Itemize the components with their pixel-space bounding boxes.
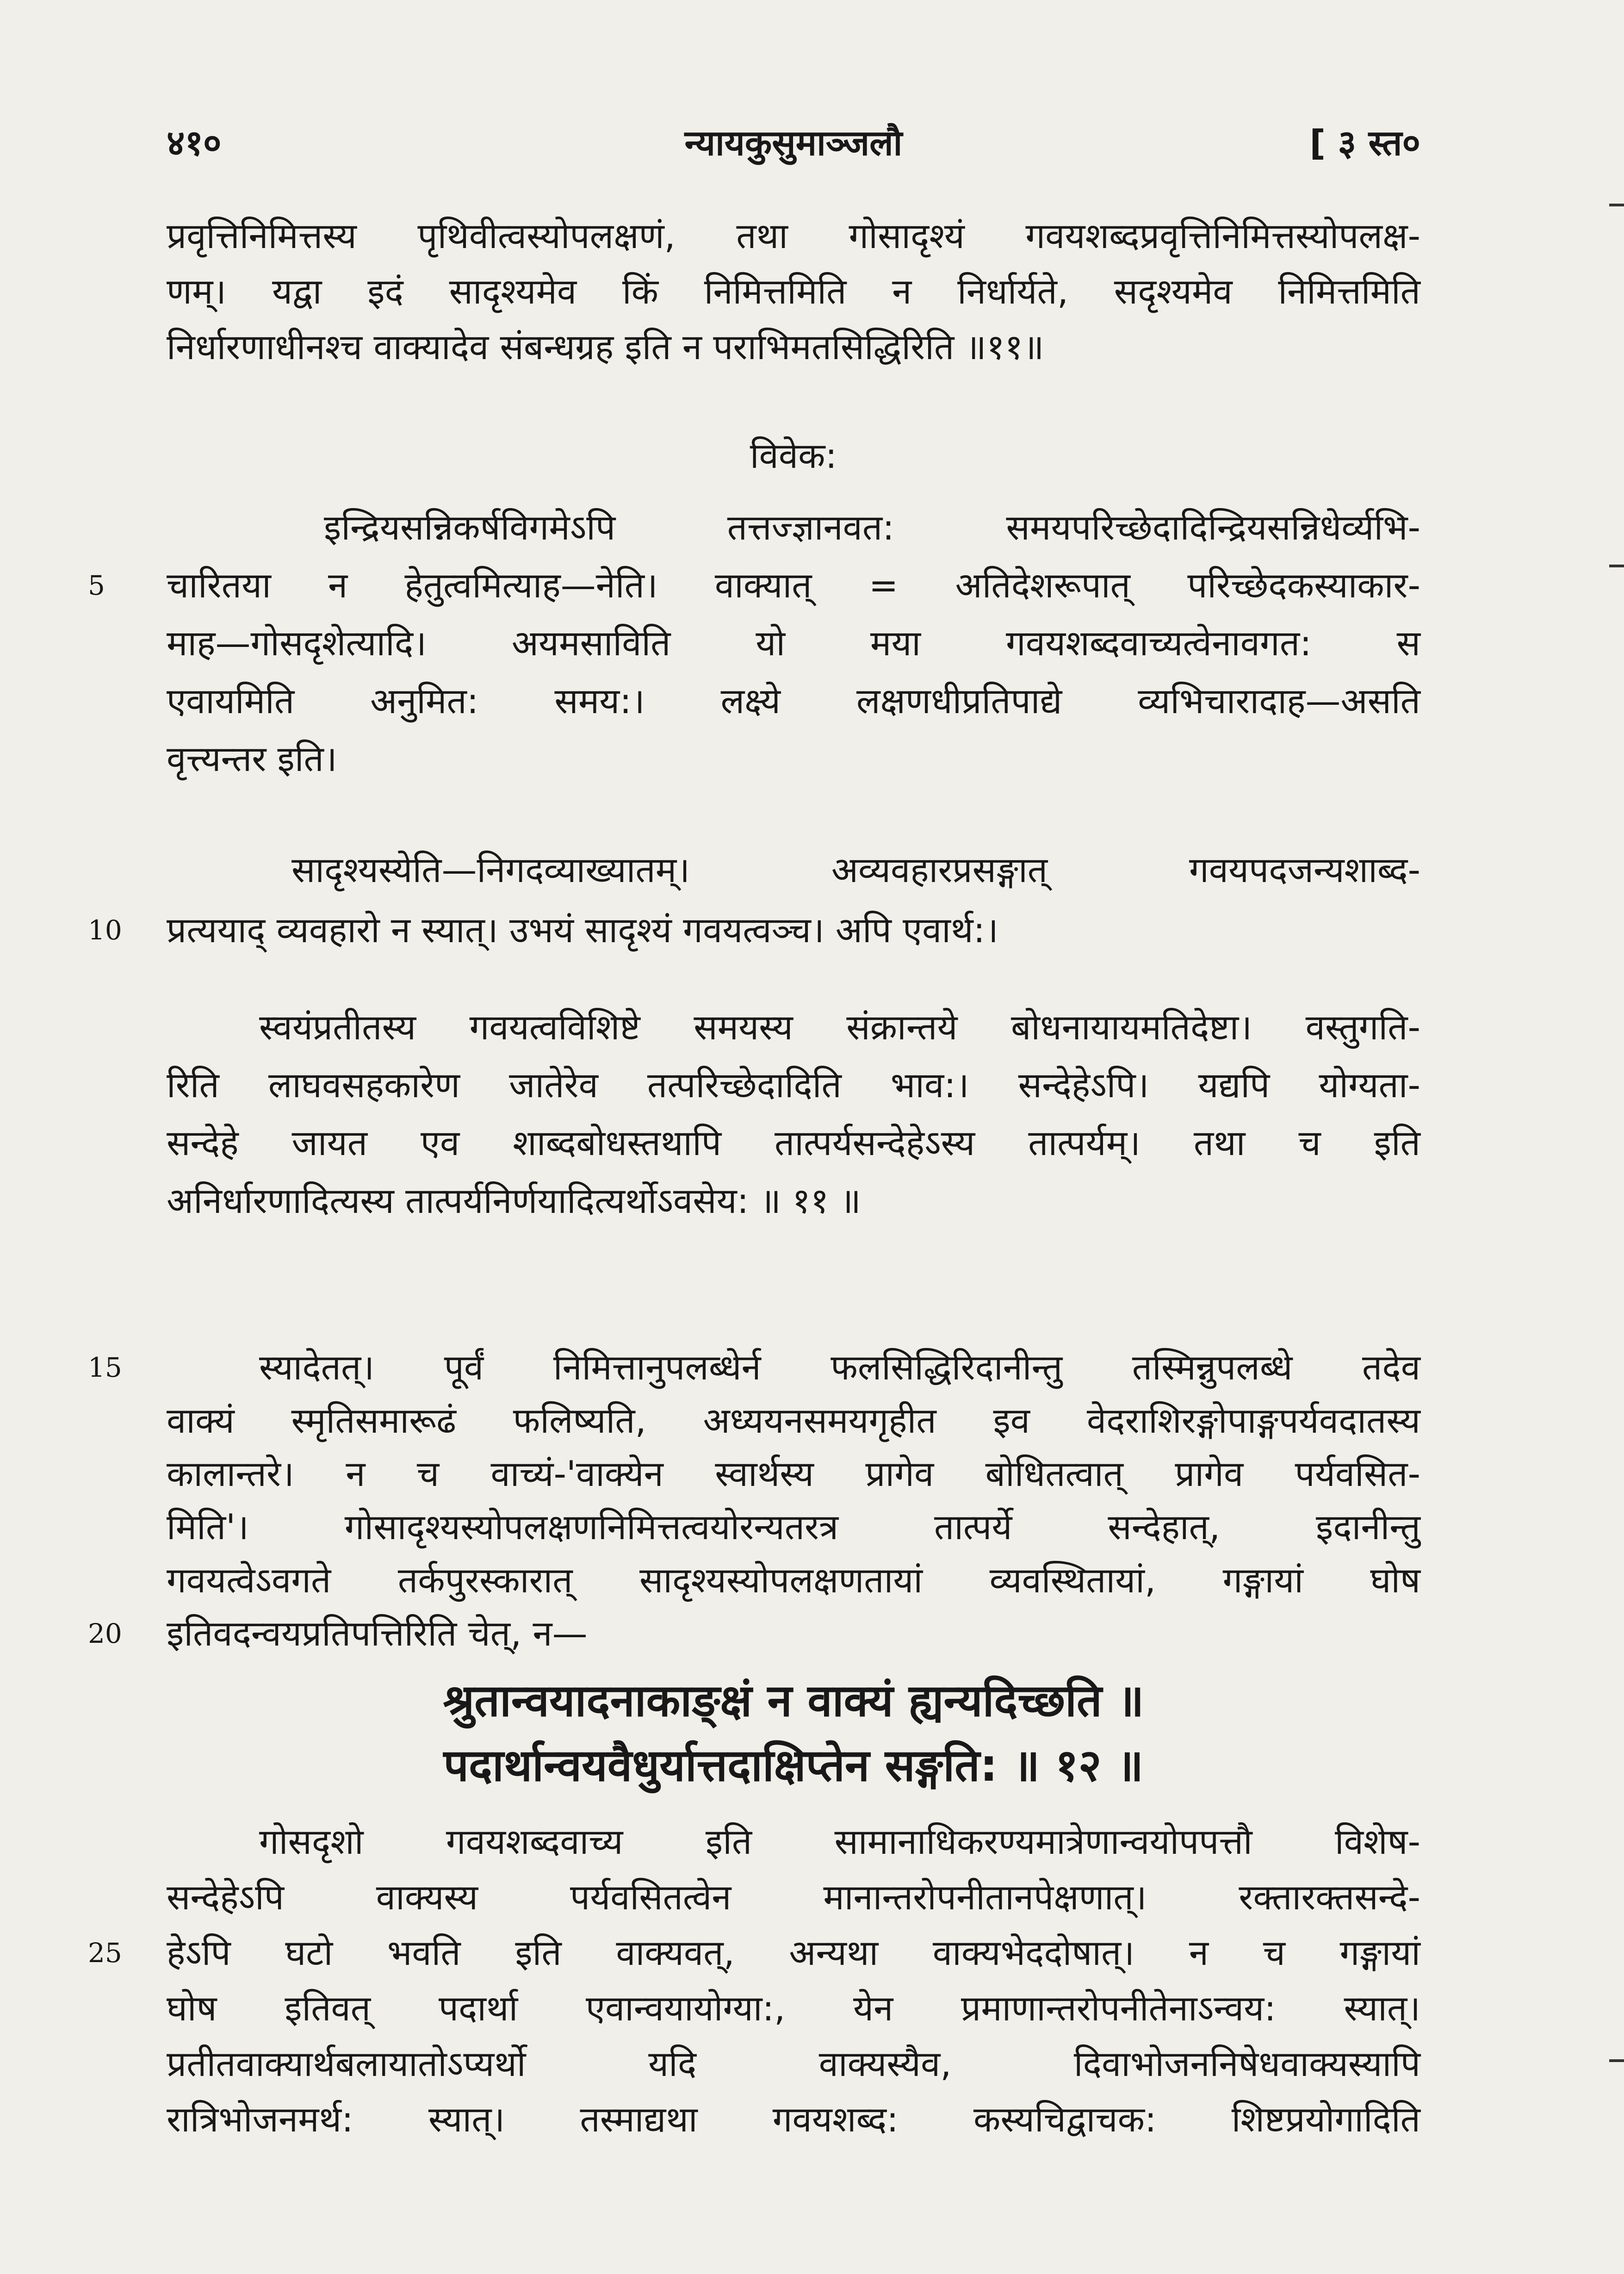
text-line: एवायमिति अनुमित: समय:। लक्ष्ये लक्षणधीप्रतिपाद्ये व्यभिचारादाह—असति — [167, 680, 1420, 721]
section-marker: [ ३ स्त० — [1309, 122, 1420, 163]
text-line: सन्देहेऽपि वाक्यस्य पर्यवसितत्वेन मानान्तरोपनीतानपेक्षणात्। रक्तारक्तसन्दे- — [167, 1876, 1420, 1918]
verse-line: पदार्थान्वयवैधुर्यात्तदाक्षिप्तेन सङ्गति: ॥ १२ ॥ — [443, 1740, 1144, 1791]
page-number: ४१० — [167, 122, 222, 163]
page-header — [167, 118, 1420, 169]
margin-mark — [1609, 204, 1624, 206]
text-line: रात्रिभोजनमर्थ: स्यात्। तस्माद्यथा गवयशब्द: कस्यचिद्वाचक: शिष्टप्रयोगादिति — [167, 2099, 1420, 2140]
text-line: इतिवदन्वयप्रतिपत्तिरिति चेत्, न— — [167, 1613, 588, 1654]
text-line: इन्द्रियसन्निकर्षविगमेऽपि तत्तज्ज्ञानवत: समयपरिच्छेदादिन्द्रियसन्निधेर्व्यभि- — [324, 507, 1420, 548]
text-line: कालान्तरे। न च वाच्यं-'वाक्येन स्वार्थस्य प्रागेव बोधितत्वात् प्रागेव पर्यवसित- — [167, 1453, 1420, 1494]
text-line: वृत्त्यन्तर इति। — [167, 738, 337, 779]
text-line: माह—गोसदृशेत्यादि। अयमसाविति यो मया गवयशब्दवाच्यत्वेनावगत: स — [167, 622, 1420, 664]
text-line: घोष इतिवत् पदार्था एवान्वयायोग्या:, येन प्रमाणान्तरोपनीतेनाऽन्वय: स्यात्। — [167, 1988, 1420, 2029]
verse-line: श्रुतान्वयादनाकाङ्क्षं न वाक्यं ह्यन्यदिच्छति ॥ — [443, 1675, 1144, 1727]
text-line: मिति'। गोसादृश्यस्योपलक्षणनिमित्तत्वयोरन्यतरत्र तात्पर्ये सन्देहात्, इदानीन्तु — [167, 1506, 1420, 1547]
text-line: निर्धारणाधीनश्च वाक्यादेव संबन्धग्रह इति न पराभिमतसिद्धिरिति ॥११॥ — [167, 326, 1044, 367]
text-line: रिति लाघवसहकारेण जातेरेव तत्परिच्छेदादिति भाव:। सन्देहेऽपि। यद्यपि योग्यता- — [167, 1064, 1420, 1106]
text-line: हेऽपि घटो भवति इति वाक्यवत्, अन्यथा वाक्यभेददोषात्। न च गङ्गायां — [167, 1932, 1420, 1973]
line-number: 5 — [88, 570, 105, 601]
text-line: वाक्यं स्मृतिसमारूढं फलिष्यति, अध्ययनसमयगृहीत इव वेदराशिरङ्गोपाङ्गपर्यवदातस्य — [167, 1400, 1420, 1441]
text-line: गवयत्वेऽवगते तर्कपुरस्कारात् सादृश्यस्योपलक्षणतायां व्यवस्थितायां, गङ्गायां घोष — [167, 1559, 1420, 1601]
text-line: णम्। यद्वा इदं सादृश्यमेव किं निमित्तमिति न निर्धार्यते, सदृश्यमेव निमित्तमिति — [167, 271, 1420, 312]
running-title: न्यायकुसुमाञ्जलौ — [684, 122, 903, 163]
margin-mark — [1609, 565, 1624, 567]
line-number: 20 — [88, 1618, 122, 1649]
line-number: 15 — [88, 1352, 122, 1383]
text-line: स्वयंप्रतीतस्य गवयत्वविशिष्टे समयस्य संक्रान्तये बोधनायायमतिदेष्टा। वस्तुगति- — [259, 1007, 1420, 1048]
text-line: प्रवृत्तिनिमित्तस्य पृथिवीत्वस्योपलक्षणं, तथा गोसादृश्यं गवयशब्दप्रवृत्तिनिमित्तस्योपलक्ष- — [167, 215, 1420, 256]
margin-mark — [1609, 2059, 1624, 2062]
text-line: प्रत्ययाद् व्यवहारो न स्यात्। उभयं सादृश्यं गवयत्वञ्च। अपि एवार्थ:। — [167, 909, 998, 951]
line-number: 10 — [88, 914, 122, 946]
section-heading: विवेक: — [750, 435, 837, 476]
text-line: सन्देहे जायत एव शाब्दबोधस्तथापि तात्पर्यसन्देहेऽस्य तात्पर्यम्। तथा च इति — [167, 1122, 1420, 1163]
text-line: अनिर्धारणादित्यस्य तात्पर्यनिर्णयादित्यर्थोऽवसेय: ॥ ११ ॥ — [167, 1180, 861, 1221]
text-line: गोसदृशो गवयशब्दवाच्य इति सामानाधिकरण्यमात्रेणान्वयोपपत्तौ विशेष- — [259, 1821, 1420, 1862]
text-line: स्यादेतत्। पूर्वं निमित्तानुपलब्धेर्न फलसिद्धिरिदानीन्तु तस्मिन्नुपलब्धे तदेव — [259, 1347, 1420, 1388]
text-line: सादृश्यस्येति—निगदव्याख्यातम्। अव्यवहारप्रसङ्गात् गवयपदजन्यशाब्द- — [291, 849, 1420, 890]
line-number: 25 — [88, 1937, 122, 1969]
text-line: चारितया न हेतुत्वमित्याह—नेति। वाक्यात् = अतिदेशरूपात् परिच्छेदकस्याकार- — [167, 565, 1420, 606]
text-line: प्रतीतवाक्यार्थबलायातोऽप्यर्थो यदि वाक्यस्यैव, दिवाभोजननिषेधवाक्यस्यापि — [167, 2043, 1420, 2084]
